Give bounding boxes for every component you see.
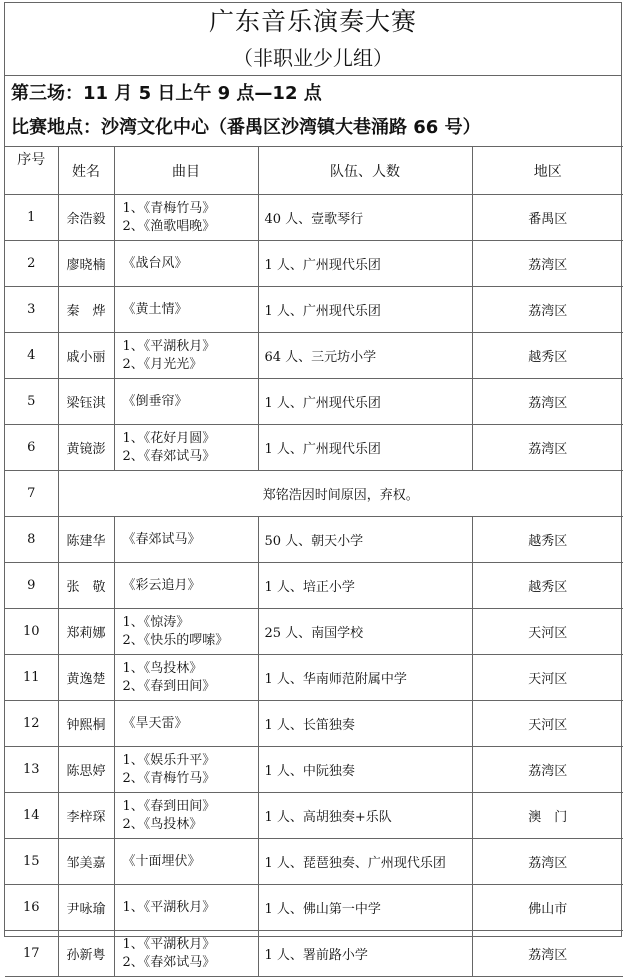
table-row (5, 885, 623, 931)
row-songs (114, 241, 258, 287)
table-row (5, 241, 623, 287)
row-name: 郑莉娜 (58, 609, 114, 655)
song-title: 2、《月光光》 (122, 356, 203, 372)
song-title: 《黄土情》 (122, 301, 188, 317)
row-team: 1 人、长笛独奏 (258, 701, 472, 747)
table-row (5, 839, 623, 885)
row-seq: 4 (5, 333, 58, 379)
row-songs (114, 885, 258, 931)
song-title: 2、《春到田间》 (122, 678, 216, 694)
row-name: 李梓琛 (58, 793, 114, 839)
row-songs (114, 333, 258, 379)
row-seq: 3 (5, 287, 58, 333)
page-title: 广东音乐演奏大赛 (208, 7, 417, 36)
song-title: 2、《渔歌唱晚》 (122, 218, 216, 234)
row-songs (114, 609, 258, 655)
song-title: 1、《鸟投林》 (122, 660, 203, 676)
table-row (5, 655, 623, 701)
row-songs (114, 287, 258, 333)
row-songs (114, 701, 258, 747)
row-name: 余浩毅 (58, 195, 114, 241)
row-team: 40 人、壹歌琴行 (258, 195, 472, 241)
row-seq: 1 (5, 195, 58, 241)
table-row (5, 793, 623, 839)
table-row (5, 379, 623, 425)
row-name: 戚小丽 (58, 333, 114, 379)
table-row (5, 471, 623, 517)
header-row (5, 147, 623, 195)
row-songs (114, 195, 258, 241)
song-title: 《倒垂帘》 (122, 393, 188, 409)
row-seq: 6 (5, 425, 58, 471)
row-notice: 郑铭浩因时间原因，弃权。 (58, 471, 623, 517)
row-team: 1 人、培正小学 (258, 563, 472, 609)
row-region: 番禺区 (472, 195, 623, 241)
row-region: 佛山市 (472, 885, 623, 931)
schedule-table (5, 146, 623, 977)
schedule-sheet (4, 2, 622, 970)
song-title: 《十面埋伏》 (122, 853, 201, 869)
row-name: 陈建华 (58, 517, 114, 563)
song-title: 《春郊试马》 (122, 531, 201, 547)
row-seq: 11 (5, 655, 58, 701)
song-title: 1、《平湖秋月》 (122, 936, 216, 952)
row-name: 邹美嘉 (58, 839, 114, 885)
table-row (5, 747, 623, 793)
row-team: 1 人、广州现代乐团 (258, 287, 472, 333)
col-header-team: 队伍、人数 (258, 147, 472, 195)
row-songs (114, 517, 258, 563)
row-team: 50 人、朝天小学 (258, 517, 472, 563)
table-row (5, 425, 623, 471)
row-team: 1 人、广州现代乐团 (258, 241, 472, 287)
row-name: 尹咏瑜 (58, 885, 114, 931)
row-region: 荔湾区 (472, 931, 623, 977)
row-team: 25 人、南国学校 (258, 609, 472, 655)
row-team: 1 人、佛山第一中学 (258, 885, 472, 931)
row-seq: 5 (5, 379, 58, 425)
row-songs (114, 839, 258, 885)
song-title: 2、《春郊试马》 (122, 448, 216, 464)
song-title: 1、《惊涛》 (122, 614, 190, 630)
row-seq: 9 (5, 563, 58, 609)
row-songs (114, 655, 258, 701)
row-region: 越秀区 (472, 517, 623, 563)
song-title: 1、《春到田间》 (122, 798, 216, 814)
row-region: 越秀区 (472, 333, 623, 379)
table-row (5, 517, 623, 563)
session-time: 第三场：11 月 5 日上午 9 点—12 点 (11, 83, 322, 104)
song-title: 1、《平湖秋月》 (122, 338, 216, 354)
col-header-songs: 曲目 (114, 147, 258, 195)
row-region: 澳 门 (472, 793, 623, 839)
row-team: 1 人、广州现代乐团 (258, 379, 472, 425)
col-header-name: 姓名 (58, 147, 114, 195)
col-header-seq: 序号 (5, 147, 58, 195)
row-seq: 7 (5, 471, 58, 517)
table-row (5, 563, 623, 609)
song-title: 《战台风》 (122, 255, 188, 271)
row-seq: 13 (5, 747, 58, 793)
row-seq: 16 (5, 885, 58, 931)
song-title: 2、《青梅竹马》 (122, 770, 216, 786)
row-seq: 14 (5, 793, 58, 839)
row-name: 孙新粤 (58, 931, 114, 977)
row-songs (114, 379, 258, 425)
row-songs (114, 793, 258, 839)
song-title: 《彩云追月》 (122, 577, 201, 593)
song-title: 2、《快乐的啰嗦》 (122, 632, 229, 648)
row-songs (114, 747, 258, 793)
row-seq: 8 (5, 517, 58, 563)
row-team: 64 人、三元坊小学 (258, 333, 472, 379)
row-region: 荔湾区 (472, 241, 623, 287)
row-region: 荔湾区 (472, 287, 623, 333)
row-team: 1 人、中阮独奏 (258, 747, 472, 793)
page-subtitle: （非职业少儿组） (5, 41, 621, 76)
song-title: 《旱天雷》 (122, 715, 188, 731)
song-title: 1、《青梅竹马》 (122, 200, 216, 216)
table-row (5, 195, 623, 241)
row-seq: 2 (5, 241, 58, 287)
row-name: 钟熙桐 (58, 701, 114, 747)
row-name: 陈思婷 (58, 747, 114, 793)
table-row (5, 333, 623, 379)
song-title: 1、《花好月圆》 (122, 430, 216, 446)
table-row (5, 287, 623, 333)
row-region: 天河区 (472, 655, 623, 701)
row-region: 天河区 (472, 701, 623, 747)
row-name: 秦 烨 (58, 287, 114, 333)
table-row (5, 701, 623, 747)
song-title: 2、《春郊试马》 (122, 954, 216, 970)
row-name: 廖晓楠 (58, 241, 114, 287)
row-region: 越秀区 (472, 563, 623, 609)
row-name: 梁钰淇 (58, 379, 114, 425)
row-region: 荔湾区 (472, 425, 623, 471)
row-team: 1 人、琵琶独奏、广州现代乐团 (258, 839, 472, 885)
row-team: 1 人、广州现代乐团 (258, 425, 472, 471)
row-team: 1 人、高胡独奏+乐队 (258, 793, 472, 839)
row-songs (114, 931, 258, 977)
venue-info: 比赛地点：沙湾文化中心（番禺区沙湾镇大巷涌路 66 号） (11, 117, 481, 138)
row-region: 天河区 (472, 609, 623, 655)
row-seq: 12 (5, 701, 58, 747)
row-seq: 15 (5, 839, 58, 885)
row-songs (114, 425, 258, 471)
table-row (5, 609, 623, 655)
row-region: 荔湾区 (472, 839, 623, 885)
row-songs (114, 563, 258, 609)
song-title: 1、《娱乐升平》 (122, 752, 216, 768)
row-region: 荔湾区 (472, 379, 623, 425)
row-name: 黄逸楚 (58, 655, 114, 701)
col-header-region: 地区 (472, 147, 623, 195)
row-region: 荔湾区 (472, 747, 623, 793)
table-row (5, 931, 623, 977)
row-seq: 10 (5, 609, 58, 655)
song-title: 1、《平湖秋月》 (122, 899, 216, 915)
row-name: 张 敬 (58, 563, 114, 609)
row-seq: 17 (5, 931, 58, 977)
song-title: 2、《鸟投林》 (122, 816, 203, 832)
row-team: 1 人、署前路小学 (258, 931, 472, 977)
row-team: 1 人、华南师范附属中学 (258, 655, 472, 701)
row-name: 黄镜澎 (58, 425, 114, 471)
